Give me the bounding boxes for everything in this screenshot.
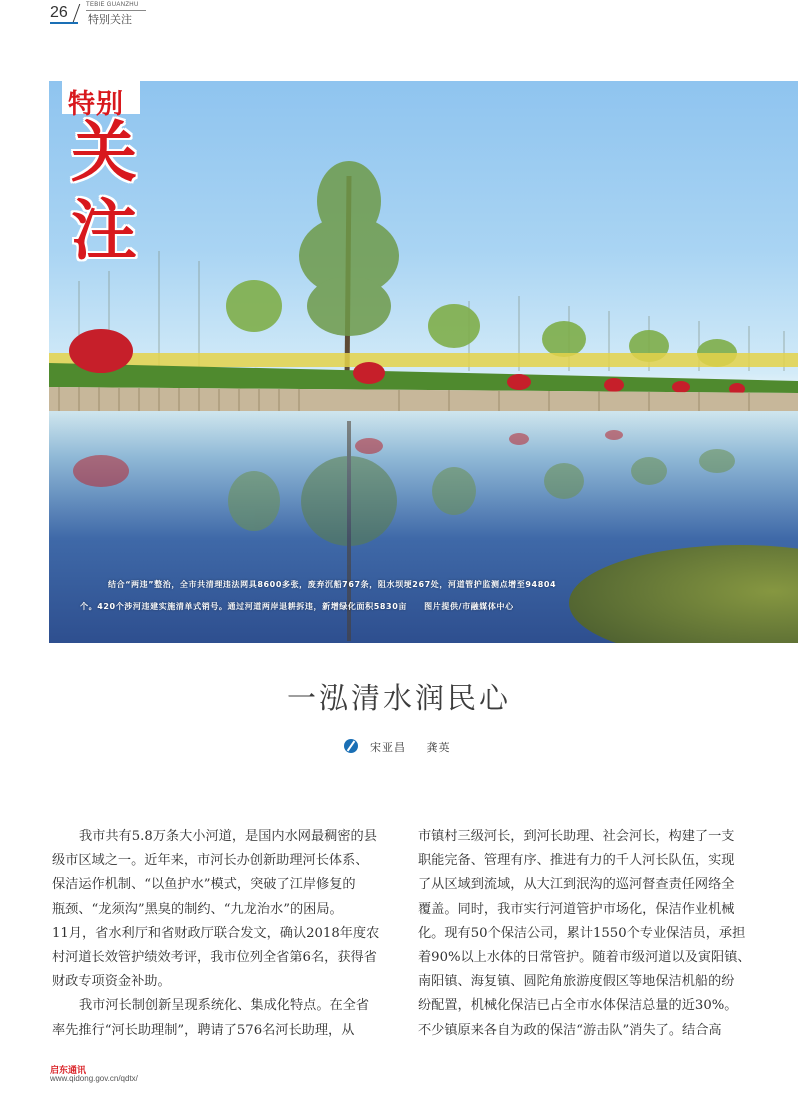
body-line: 了从区域到流域，从大江到泯沟的巡河督查责任网络全 xyxy=(418,877,735,893)
river-photo xyxy=(49,81,798,643)
article-authors xyxy=(370,739,467,755)
body-line: 财政专项资金补助。 xyxy=(52,974,171,990)
body-line: 率先推行“河长助理制”，聘请了576名河长助理，从 xyxy=(52,1022,355,1038)
body-line: 南阳镇、海复镇、圆陀角旅游度假区等地保洁机船的纷 xyxy=(418,974,735,990)
body-line: 纷配置，机械化保洁已占全市水体保洁总量的近30%。 xyxy=(418,998,738,1014)
photo-caption-line: 结合“两违”整治，全市共清理违法网具8600多张，废弃沉船767条，阻水坝埂267处，河道管护监测点增至94804 xyxy=(108,580,557,589)
badge-label-char-1: 关 xyxy=(71,114,137,191)
body-line: 瓶颈、“龙须沟”黑臭的制约、“九龙治水”的困局。 xyxy=(52,901,343,917)
author-name: 龚英 xyxy=(426,741,451,754)
section-title: 特别关注 xyxy=(88,13,132,26)
body-line: 化。现有50个保洁公司，累计1550个专业保洁员，承担 xyxy=(418,925,746,941)
section-pinyin: TEBIE GUANZHU xyxy=(86,2,139,8)
body-line: 市镇村三级河长，到河长助理、社会河长，构建了一支 xyxy=(418,829,735,844)
body-line: 覆盖。同时，我市实行河道管护市场化，保洁作业机械 xyxy=(418,901,735,917)
body-line: 村河道长效管护绩效考评，我市位列全省第6名，获得省 xyxy=(52,950,377,966)
body-line: 级市区域之一。近年来，市河长办创新助理河长体系、 xyxy=(52,853,369,869)
publication-logo: 启东通讯 xyxy=(50,1066,87,1076)
body-line: 着90%以上水体的日常管护。随着市级河道以及寅阳镇、 xyxy=(418,950,751,966)
badge-label-top: 特别 xyxy=(68,89,124,120)
photo-caption-line: 个。420个涉河违建实施清单式销号。通过河道两岸退耕拆违，新增绿化面积5830亩 图片提供/市融媒体中心 xyxy=(80,602,514,611)
page-number-underline xyxy=(50,22,78,24)
pen-icon xyxy=(344,739,358,753)
badge-label-char-2: 注 xyxy=(71,192,137,269)
body-column-right xyxy=(418,825,751,1043)
publication-url: www.qidong.gov.cn/qdtx/ xyxy=(50,1074,138,1083)
author-name: 宋亚昌 xyxy=(370,741,406,754)
body-line: 我市共有5.8万条大小河道，是国内水网最稠密的县 xyxy=(79,829,377,844)
body-line: 我市河长制创新呈现系统化、集成化特点。在全省 xyxy=(79,998,370,1014)
body-line: 保洁运作机制、“以鱼护水”模式，突破了江岸修复的 xyxy=(52,877,356,893)
body-line: 11月，省水利厅和省财政厅联合发文，确认2018年度农 xyxy=(52,925,380,941)
page-number: 26 xyxy=(50,4,68,21)
body-line: 职能完备、管理有序、推进有力的千人河长队伍，实现 xyxy=(418,853,735,869)
photo-caption xyxy=(80,574,640,618)
body-line: 不少镇原来各自为政的保洁“游击队”消失了。结合高 xyxy=(418,1022,722,1038)
header-divider xyxy=(73,4,81,22)
body-column-left xyxy=(52,825,378,1043)
article-title: 一泓清水润民心 xyxy=(286,681,511,715)
